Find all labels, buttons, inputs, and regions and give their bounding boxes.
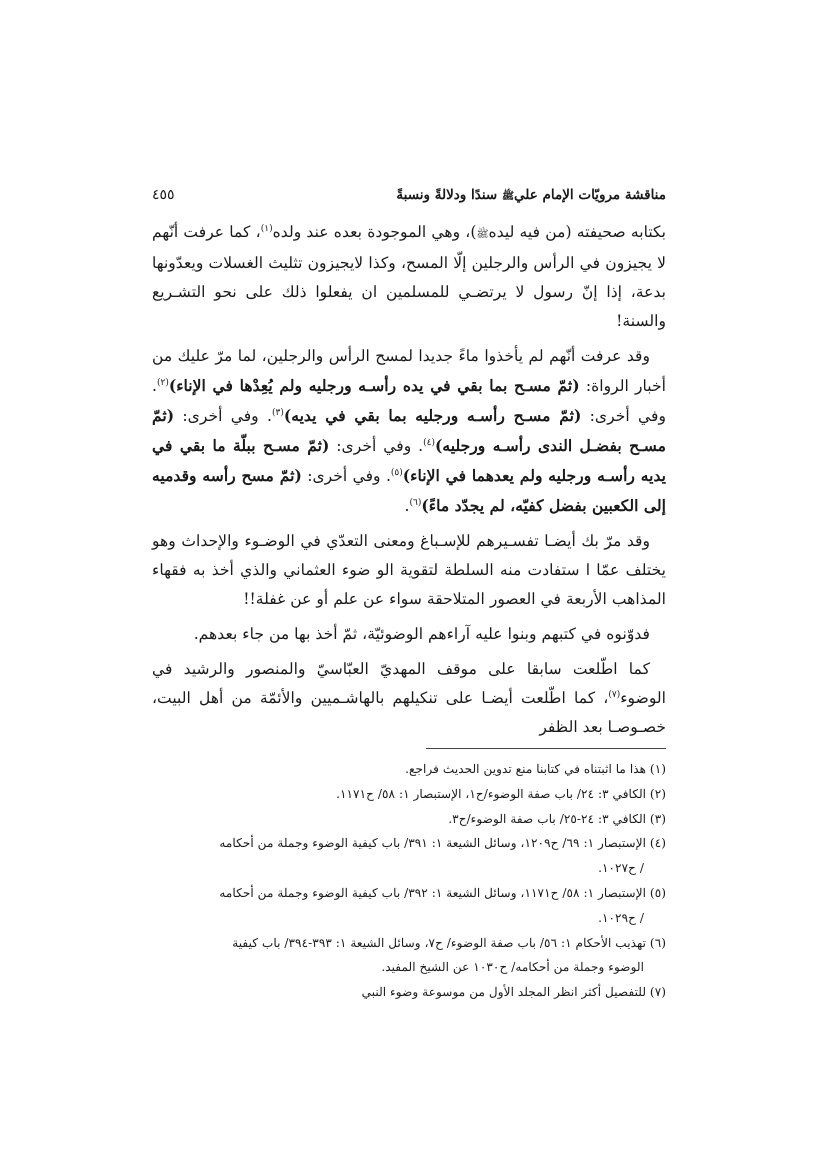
footnote-ref-5[interactable]: (٥) bbox=[390, 467, 403, 478]
quote-2: (ثمّ مسـح رأسـه ورجليه بما بقي في يديه) bbox=[283, 406, 582, 425]
footnote-5 bbox=[152, 881, 666, 931]
paragraph-2 bbox=[152, 342, 666, 521]
p2-c: . وفي أخرى: bbox=[152, 377, 666, 425]
p5-a: كما اطّلعت سابقا على موقف المهديّ العبّاسيّ والمنصور والرشيد في الوضوء bbox=[152, 660, 666, 707]
footnote-4-line-2: / ح١٠٢٧. bbox=[598, 861, 644, 876]
footnote-ref-3[interactable]: (٣) bbox=[271, 407, 284, 418]
honorific-glyph: ﷺ bbox=[476, 229, 489, 240]
footnotes bbox=[152, 757, 666, 1005]
paragraph-3: وقد مرّ بك أيضـا تفسـيرهم للإسـباغ ومعنى التعدّي في الوضـوء والإحداث وهو يختلف عمّا ا ستفادت منه السلطة لتقوية الو ضوء العثماني والذي أخذ به فقهاء المذاهب الأربعة في العصور المتلاحقة سواء عن علم أو عن غفلة!! bbox=[152, 532, 666, 608]
footnote-ref-7[interactable]: (٧) bbox=[608, 689, 621, 700]
footnote-5-line-2: / ح١٠٢٩. bbox=[598, 910, 644, 925]
running-header bbox=[152, 182, 666, 208]
page-number: ٤٥٥ bbox=[152, 187, 175, 203]
p2-k: . bbox=[404, 497, 410, 515]
header-title-text: مناقشة مرويّات الإمام علي bbox=[514, 186, 666, 203]
footnote-4 bbox=[152, 831, 666, 881]
footnote-6 bbox=[152, 931, 666, 981]
p1-d: ، كما عرفت أنّهم لا يجيزون في الرأس والرجلين إلّا المسح، وكذا لايجيزون تثليث الغسلات ويعدّونها بدعة، إذا إنّ رسول لا يرتضـي للمسلمين ان يفعلوا ذلك على نحو التشـريع والسنة! bbox=[152, 223, 666, 330]
footnote-7: (٧) للتفصيل أكثر انظر المجلد الأول من موسوعة وضوء النبي bbox=[361, 985, 666, 1000]
header-title bbox=[396, 187, 666, 204]
footnote-ref-4[interactable]: (٤) bbox=[423, 437, 435, 448]
footnote-2: (٢) الكافي ٣: ٢٤/ باب صفة الوضوء/ح١، الإستبصار ١: ٥٨/ ح١١٧١. bbox=[336, 786, 666, 801]
footnote-6-line-1: (٦) تهذيب الأحكام ١: ٥٦/ باب صفة الوضوء/ ح٧، وسائل الشيعة ١: ٣٩٣-٣٩٤/ باب كيفية bbox=[232, 935, 666, 950]
p2-a: وقد عرفت أنّهم لم يأخذوا ماءً جديدا لمسح الرأس والرجلين، لما مرّ عليك من أخبار الرواة: bbox=[152, 347, 666, 395]
quote-5: (ثمّ مسح رأسه وقدميه إلى الكعبين بفضل كفيّه، لم يجدّد ماءً) bbox=[152, 466, 666, 515]
quote-3: (ثمّ مسـح بفضـل الندى رأسـه ورجليه) bbox=[152, 406, 666, 455]
footnote-ref-1[interactable]: (١) bbox=[260, 223, 273, 234]
footnote-ref-2[interactable]: (٢) bbox=[156, 377, 169, 388]
quote-4: (ثمّ مسـح ببلّة ما بقي في يديه رأسـه ورجليه ولم يعدهما في الإناء) bbox=[152, 436, 666, 485]
p5-b: ، كما اطّلعت أيضـا على تنكيلهم بالهاشـميين والأئمّة من أهل البيت، خصـوصـا بعد الظفر bbox=[152, 689, 666, 736]
paragraph-1 bbox=[152, 218, 666, 336]
p2-i: . وفي أخرى: bbox=[301, 467, 391, 485]
p2-e: . وفي أخرى: bbox=[174, 407, 272, 425]
honorific-glyph: ﷺ bbox=[501, 190, 515, 202]
p2-g: . وفي أخرى: bbox=[329, 437, 424, 455]
footnote-6-line-2: الوضوء وجملة من أحكامه/ ح١٠٣٠ عن الشيخ المفيد. bbox=[381, 960, 644, 975]
footnote-5-line-1: (٥) الإستبصار ١: ٥٨/ ح١١٧١، وسائل الشيعة ١: ٣٩٢/ باب كيفية الوضوء وجملة من أحكامه bbox=[219, 885, 666, 900]
quote-1: (ثمّ مسـح بما بقي في يده رأسـه ورجليه ولم يُعِدْها في الإناء) bbox=[168, 376, 580, 395]
footnote-1: (١) هذا ما اثبتناه في كتابنا منع تدوين الحديث فراجع. bbox=[405, 762, 666, 776]
p1-a: بكتابه صحيفته (من فيه ليده bbox=[488, 223, 667, 241]
footnote-divider bbox=[426, 748, 666, 749]
paragraph-4: فدوّنوه في كتبهم وبنوا عليه آراءهم الوضوئيّة، ثمّ أخذ بها من جاء بعدهم. bbox=[193, 625, 650, 643]
footnote-3: (٣) الكافي ٣: ٢٤-٢٥/ باب صفة الوضوء/ح٣. bbox=[448, 811, 666, 826]
paragraph-5 bbox=[152, 655, 666, 742]
book-page bbox=[152, 182, 666, 1005]
header-title-end: سندًا ودلالةً ونسبةً bbox=[396, 186, 502, 203]
footnote-ref-6[interactable]: (٦) bbox=[409, 497, 422, 508]
main-text bbox=[152, 218, 666, 742]
p1-c: )، وهي الموجودة بعده عند ولده bbox=[272, 223, 477, 241]
footnote-4-line-1: (٤) الإستبصار ١: ٦٩/ ح١٢٠٩، وسائل الشيعة ١: ٣٩١/ باب كيفية الوضوء وجملة من أحكامه bbox=[219, 836, 666, 851]
